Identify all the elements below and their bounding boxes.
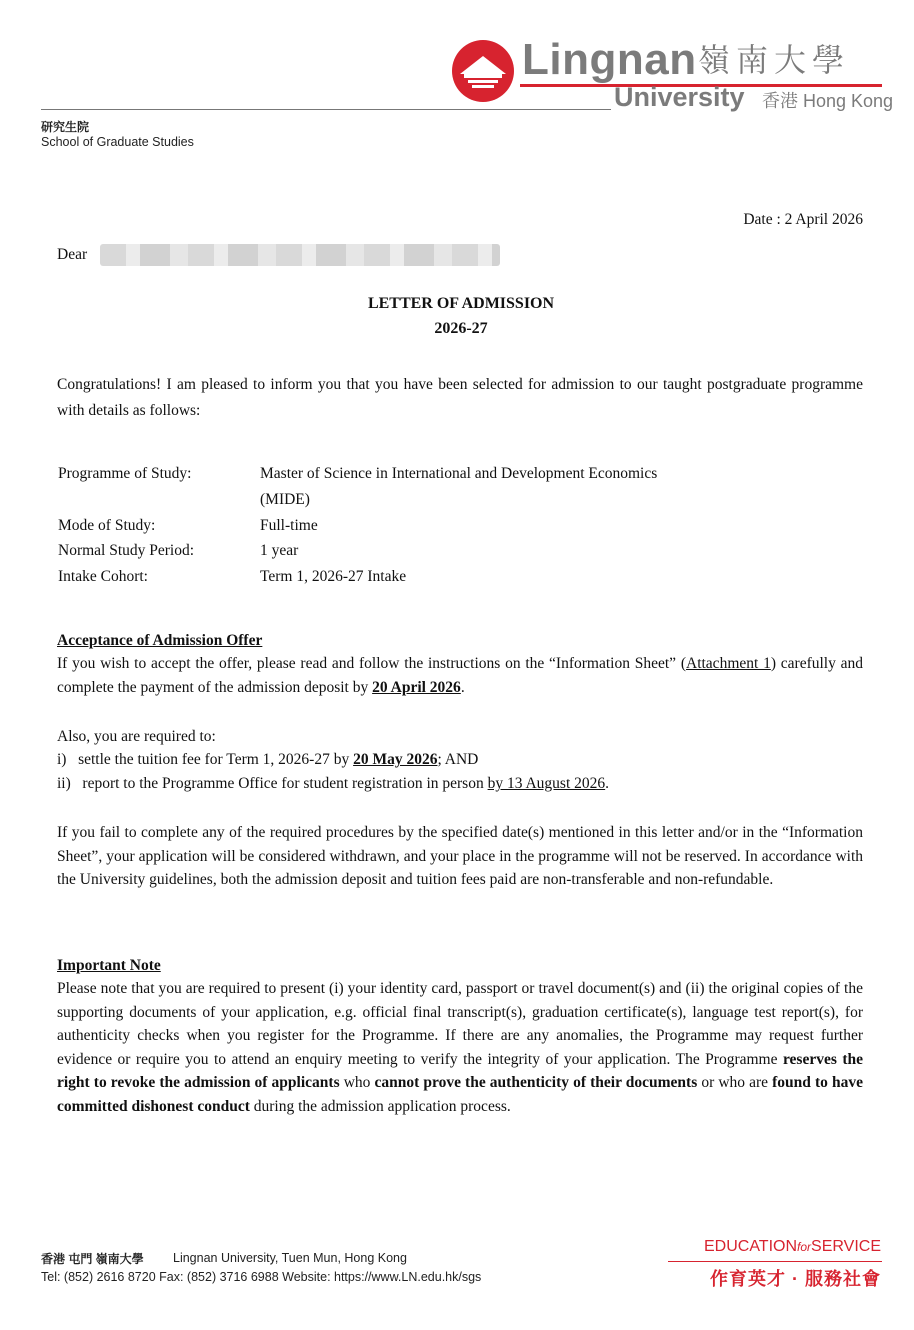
tagline-chinese: 作育英才 · 服務社會 [710, 1269, 881, 1289]
tagline-for: for [797, 1240, 812, 1254]
footer-contact-text: Tel: (852) 2616 8720 Fax: (852) 3716 6988 Website: https://www.LN.edu.hk/sgs [41, 1270, 482, 1284]
acceptance-text-3: . [460, 678, 465, 696]
item-2-prefix: ii) [57, 775, 71, 792]
university-logo-emblem [452, 40, 514, 102]
school-name-english: School of Graduate Studies [41, 135, 194, 149]
also-required: Also, you are required to: [57, 728, 216, 745]
detail-value-programme: Master of Science in International and Development Economics [260, 465, 658, 482]
acceptance-text-2: ) carefully and complete the payment of the admission deposit by [57, 655, 864, 696]
detail-value-programme-abbr: (MIDE) [260, 491, 310, 508]
logo-location: 香港 Hong Kong [762, 91, 894, 111]
important-bold-1: reserves the right to revoke the admission of applicants [57, 1050, 863, 1091]
letter-year: 2026-27 [434, 320, 488, 337]
important-text-3: or who are [697, 1074, 773, 1091]
item-1-prefix: i) [57, 751, 67, 768]
logo-university-text: University [614, 82, 745, 112]
detail-label-intake: Intake Cohort: [58, 568, 148, 585]
acceptance-paragraph [57, 652, 863, 699]
important-text-4: during the admission application process. [249, 1097, 511, 1115]
detail-label-programme: Programme of Study: [58, 465, 192, 482]
item-1-suffix: ; AND [437, 751, 479, 768]
withdrawal-warning: If you fail to complete any of the required procedures by the specified date(s) mentioned in this letter and/or in the “Information Sheet”, your application will be considered withdrawn, and your place in the programme will not be reserved. In accordance with the University guidelines, both the admission deposit and tuition fees paid are non-transferable and non-refundable. [57, 824, 863, 888]
tagline-education: EDUCATION [703, 1238, 798, 1255]
logo-chinese-name: 嶺南大學 [698, 42, 851, 78]
important-bold-3: found to have committed dishonest conduct [57, 1074, 864, 1115]
deposit-deadline: 20 April 2026 [372, 678, 461, 696]
important-bold-2: cannot prove the authenticity of their documents [374, 1074, 698, 1091]
important-note-heading: Important Note [57, 957, 161, 974]
footer-address-chinese: 香港 屯門 嶺南大學 [41, 1252, 144, 1266]
detail-value-period: 1 year [260, 542, 299, 559]
salutation: Dear [57, 246, 88, 263]
tagline-service: SERVICE [811, 1238, 881, 1255]
item-1-text: settle the tuition fee for Term 1, 2026-27 by [78, 751, 354, 768]
school-name-chinese: 研究生院 [41, 120, 90, 134]
letter-date: Date : 2 April 2026 [743, 211, 863, 228]
header-divider [41, 109, 611, 110]
important-note-paragraph [57, 977, 863, 1118]
intro-paragraph: Congratulations! I am pleased to inform you that you have been selected for admission to our taught postgraduate programme with details as follows: [57, 376, 863, 419]
item-2-text: report to the Programme Office for student registration in person [82, 775, 488, 792]
requirement-item-1 [57, 748, 478, 772]
attachment-link[interactable]: Attachment 1 [686, 655, 771, 672]
important-text-2: who [339, 1074, 375, 1091]
footer-address-english: Lingnan University, Tuen Mun, Hong Kong [173, 1251, 407, 1265]
detail-value-intake: Term 1, 2026-27 Intake [260, 568, 407, 585]
detail-value-mode: Full-time [260, 517, 318, 534]
letter-title: LETTER OF ADMISSION [367, 295, 555, 312]
detail-label-period: Normal Study Period: [58, 542, 195, 559]
footer-contact [41, 1270, 481, 1284]
requirement-item-2 [57, 772, 609, 796]
tagline-divider [668, 1261, 882, 1262]
item-2-suffix: . [605, 775, 610, 792]
registration-deadline: by 13 August 2026 [487, 775, 606, 792]
tagline-english [704, 1238, 881, 1256]
tuition-deadline: 20 May 2026 [353, 751, 438, 768]
important-text-1: Please note that you are required to present (i) your identity card, passport or travel document(s) and (ii) the original copies of the supporting documents of your application, e.g. official final transcript(s), graduation certificate(s), language test report(s), for authenticity checks when you register for the Programme. If there are any anomalies, the Programme may request further evidence or require you to attend an enquiry meeting to verify the integrity of your application. The Programme [57, 980, 863, 1068]
detail-label-mode: Mode of Study: [58, 517, 156, 534]
logo-wordmark: Lingnan [522, 35, 697, 84]
redacted-recipient-name [100, 244, 500, 266]
acceptance-text-1: If you wish to accept the offer, please read and follow the instructions on the “Information Sheet” ( [57, 655, 686, 672]
acceptance-heading: Acceptance of Admission Offer [57, 632, 263, 649]
